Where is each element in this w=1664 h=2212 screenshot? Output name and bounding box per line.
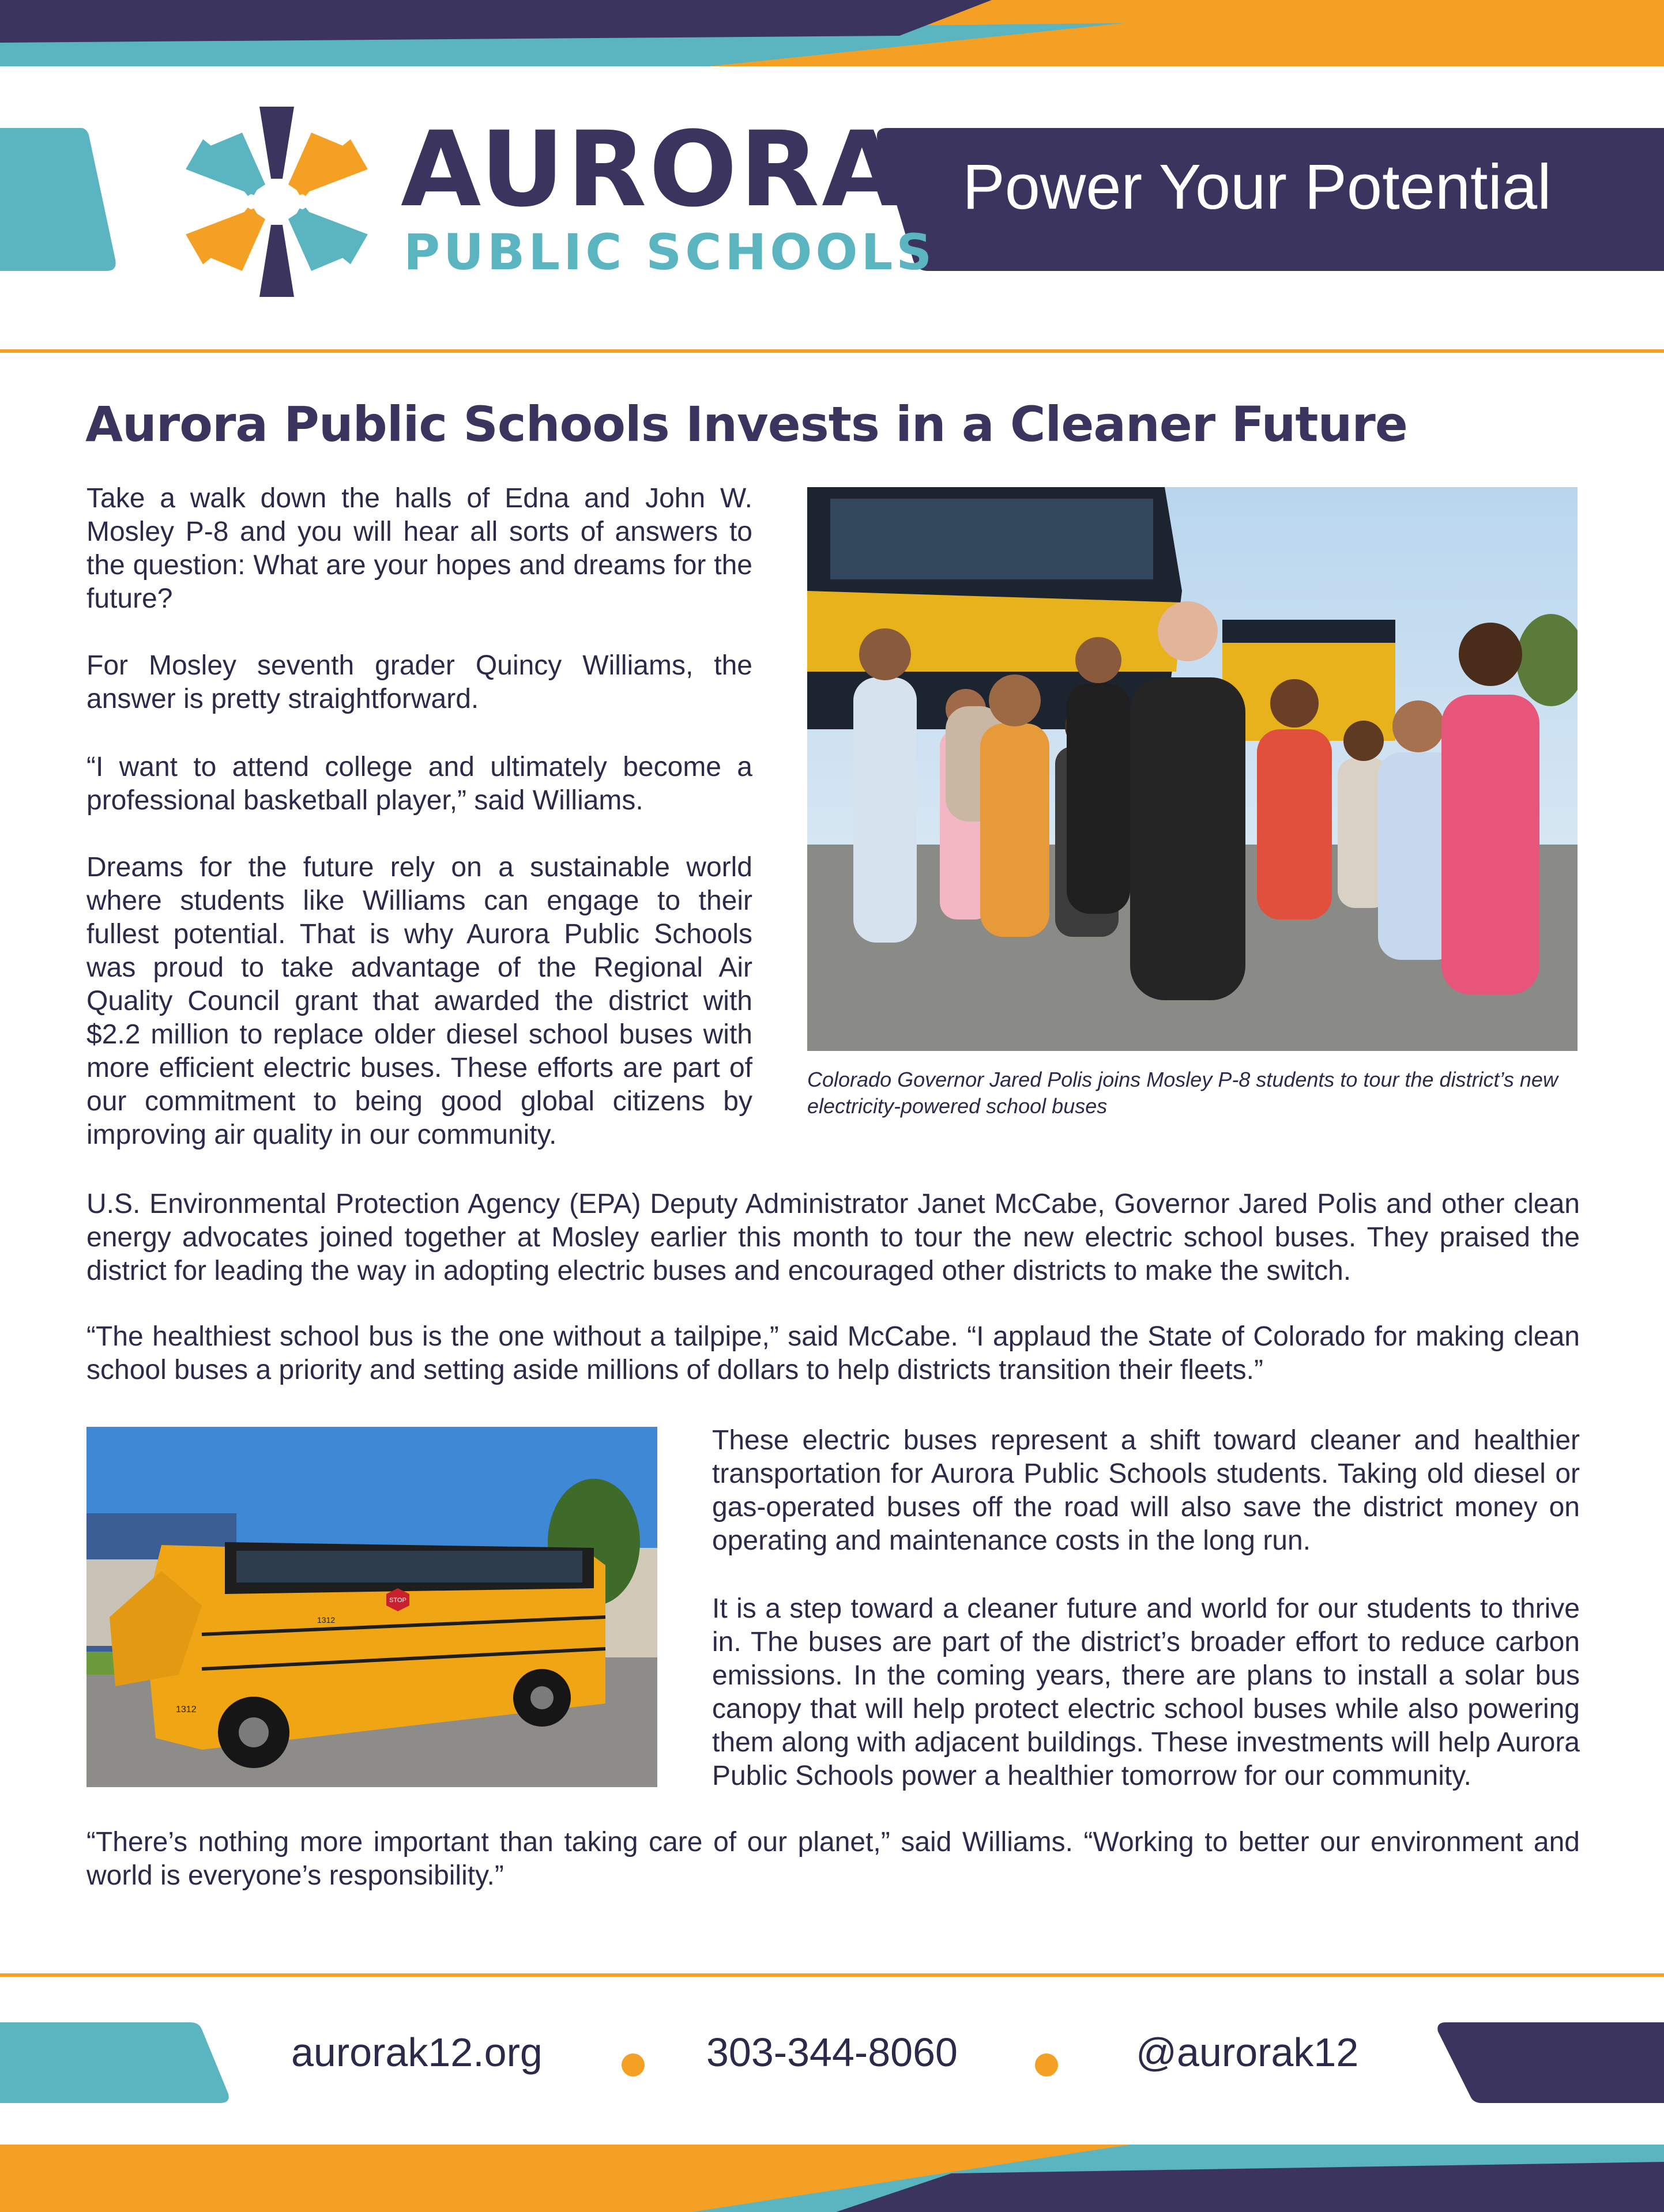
footer-social-link[interactable]: @aurorak12 [1136, 2030, 1359, 2075]
intro-paragraph: For Mosley seventh grader Quincy Williams, the answer is pretty straightforward. [86, 650, 752, 714]
header-divider [0, 349, 1664, 353]
logo-wordmark-public-schools: PUBLIC SCHOOLS [404, 224, 936, 281]
footer-separator-dot [622, 2053, 645, 2077]
footer-right-navy-shape [1436, 2022, 1664, 2103]
full-width-paragraph: “The healthiest school bus is the one without a tailpipe,” said McCabe. “I applaud the State of Colorado for making clean school buses a priority and setting aside millions of dollars to help districts transition their fleets.” [86, 1321, 1580, 1385]
bus-number-side: 1312 [317, 1615, 336, 1625]
footer-website-link[interactable]: aurorak12.org [291, 2030, 543, 2075]
tagline: Power Your Potential [962, 152, 1552, 223]
logo-wordmark-aurora: AURORA [401, 110, 905, 230]
electric-school-bus-photo [86, 1427, 657, 1787]
header-left-teal-shape [0, 128, 118, 272]
aurora-star-logo-icon [176, 104, 378, 300]
right-column-paragraph: These electric buses represent a shift toward cleaner and healthier transportation for Aurora Public Schools students. Taking old diesel or gas-operated buses off the road will also save the district money on operating and maintenance costs in the long run. [712, 1425, 1580, 1556]
bus-number-front: 1312 [176, 1705, 197, 1714]
article-headline: Aurora Public Schools Invests in a Cleaner Future [85, 396, 1407, 453]
footer-divider [0, 1973, 1664, 1977]
top-decorative-band [0, 0, 1664, 66]
footer-phone-link[interactable]: 303-344-8060 [706, 2030, 958, 2075]
intro-paragraph: Dreams for the future rely on a sustainable world where students like Williams can engage to their fullest potential. That is why Aurora Public Schools was proud to take advantage of the Regional Air Quality Council grant that awarded the district with $2.2 million to replace older diesel school buses with more efficient electric buses. These efforts are part of our commitment to being good global citizens by improving air quality in our community. [86, 852, 752, 1150]
photo-caption: Colorado Governor Jared Polis joins Mosley P-8 students to tour the district’s new electricity-powered school buses [807, 1068, 1558, 1118]
governor-students-photo [807, 487, 1578, 1051]
bus-stop-sign: STOP [389, 1597, 406, 1604]
right-column-paragraph: It is a step toward a cleaner future and world for our students to thrive in. The buses are part of the district’s broader effort to reduce carbon emissions. In the coming years, there are plans to install a solar bus canopy that will help protect electric school buses while also powering them along with adjacent buildings. These investments will help Aurora Public Schools power a healthier tomorrow for our community. [712, 1593, 1580, 1791]
intro-paragraph: Take a walk down the halls of Edna and John W. Mosley P-8 and you will hear all sorts of answers to the question: What are your hopes and dreams for the future? [86, 483, 752, 614]
footer-separator-dot [1035, 2053, 1058, 2077]
bottom-decorative-band [0, 2145, 1664, 2212]
closing-paragraph: “There’s nothing more important than taking care of our planet,” said Williams. “Working to better our environment and world is everyone’s responsibility.” [86, 1827, 1580, 1891]
intro-paragraph: “I want to attend college and ultimately become a professional basketball player,” said Williams. [86, 752, 752, 816]
full-width-paragraph: U.S. Environmental Protection Agency (EPA) Deputy Administrator Janet McCabe, Governor Jared Polis and other clean energy advocates joined together at Mosley earlier this month to tour the new electric school buses. They praised the district for leading the way in adopting electric buses and encouraged other districts to make the switch. [86, 1189, 1580, 1286]
footer-left-teal-shape [0, 2022, 231, 2103]
